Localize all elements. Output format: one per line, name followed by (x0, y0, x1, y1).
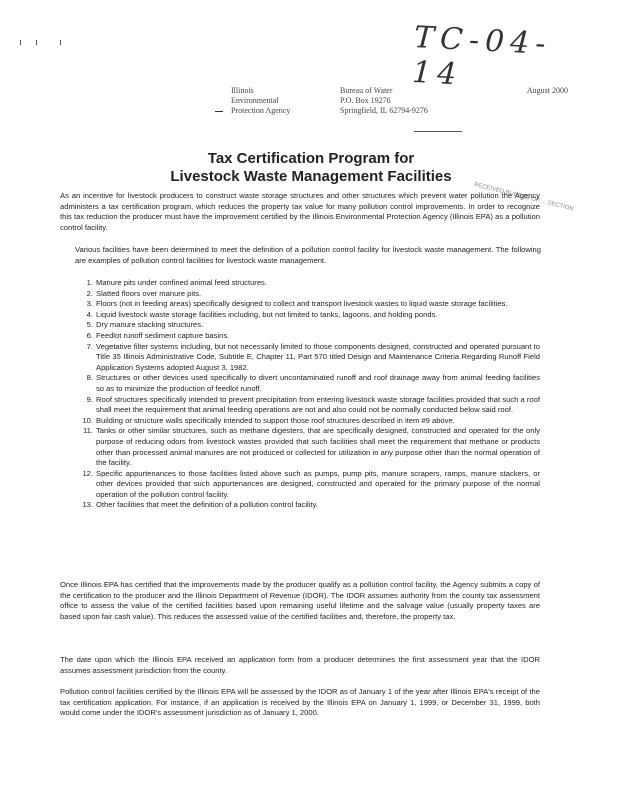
list-number: 3. (86, 299, 93, 309)
list-text: Specific appurtenances to those facilities listed above such as pumps, pump pits, manure scrapers, ramps, manure stackers, or other devices provided that such appurtenances are designed, constructed and operated for the primary purpose of the normal operation of the pollution control facility. (96, 468, 540, 499)
letterhead-rule (414, 131, 462, 132)
list-item (76, 320, 540, 331)
title-line: Livestock Waste Management Facilities (170, 168, 452, 185)
list-text: Structures or other devices used specifically to divert uncontaminated runoff and roof drainage away from animal feeding facilities so as to minimize the production of feedlot runoff. (96, 373, 540, 393)
list-text: Slatted floors over manure pits. (96, 288, 202, 298)
received-stamp: RECEIVED BUREAU OF ... SECTION (473, 181, 575, 213)
list-number: 13. (82, 500, 93, 510)
list-number: 7. (86, 341, 93, 351)
agency-line: Illinois (231, 86, 254, 95)
list-text: Dry manure stacking structures. (96, 320, 204, 330)
scan-mark (60, 40, 61, 45)
page-title (100, 150, 522, 186)
list-item (76, 426, 540, 468)
letterhead-dash (215, 111, 223, 112)
handwritten-note: TC-04-14 (411, 20, 553, 93)
list-item (76, 500, 540, 511)
list-item (76, 469, 540, 501)
list-number: 5. (86, 320, 93, 330)
agency-line: Environmental (231, 96, 279, 105)
letterhead-date: August 2000 (526, 86, 568, 95)
list-item (76, 331, 540, 342)
list-text: Manure pits under confined animal feed structures. (96, 278, 267, 287)
list-number: 9. (86, 394, 93, 404)
list-number: 6. (86, 330, 93, 340)
list-item (76, 373, 540, 394)
title-line: Tax Certification Program for (207, 150, 415, 167)
list-text: Other facilities that meet the definition of a pollution control facility. (96, 500, 318, 510)
list-number: 2. (86, 288, 93, 298)
list-text: Feedlot runoff sediment capture basins. (96, 330, 230, 340)
date-received-paragraph: The date upon which the Illinois EPA received an application form from a producer determines the first assessment year that the IDOR assumes assessment jurisdiction from the county. (60, 655, 540, 675)
intro-paragraph: As an incentive for livestock producers to construct waste storage structures and other structures which prevent water pollution the Agency administers a tax certification program, which reduces the property tax value for many pollution control improvements. In order to recognize this tax reduction the producer must have the improvement certified by the Illinois Environmental Protection Agency (Illinois EPA) as a pollution control facility. (60, 191, 540, 232)
list-item (76, 310, 540, 321)
list-item (76, 395, 540, 416)
bureau-line: Bureau of Water (340, 86, 393, 95)
facilities-list (76, 278, 540, 511)
certification-paragraph: Once Illinois EPA has certified that the improvements made by the producer qualify as a pollution control facility, the Agency submits a copy of the certification to the producer and the Illinois Department of Revenue (IDOR). The IDOR assumes authority from the county tax assessment office to assess the value of the certified facilities based upon remaining useful lifetime and the salvage value (usually property taxes are based upon fair cash value). This reduces the assessed value of the certified facilities and, therefore, the property tax. (60, 580, 540, 621)
scan-mark (36, 40, 37, 45)
list-text: Roof structures specifically intended to prevent precipitation from entering livestock waste storage facilities provided that such a roof shall meet the requirement that animal feeding operations are not and also could not be normally conducted below said roof. (96, 394, 540, 415)
list-number: 12. (82, 468, 93, 478)
bureau-line: Springfield, IL 62794-9276 (340, 106, 428, 115)
list-item (76, 278, 540, 289)
list-number: 8. (86, 373, 93, 383)
agency-line: Protection Agency (231, 106, 291, 115)
list-number: 11. (83, 426, 93, 436)
list-item (76, 342, 540, 374)
list-number: 4. (86, 309, 93, 319)
list-item (76, 299, 540, 310)
letterhead-bureau (340, 86, 450, 116)
bureau-line: P.O. Box 19276 (340, 96, 391, 105)
letterhead-agency (231, 86, 331, 116)
list-item (76, 416, 540, 427)
list-text: Building or structure walls specifically intended to support those roof structures described in item #9 above. (96, 415, 455, 425)
list-text: Tanks or other similar structures, such as methane digesters, that are specifically designed, constructed and operated for the only purpose of reducing odors from livestock wastes provided that such facilities shall meet the requirement that methane or products other than processed animal manures are not produced or collected for utilization in any purpose other than the normal operation of the facility. (96, 426, 540, 468)
assessment-paragraph: Pollution control facilities certified by the Illinois EPA will be assessed by the IDOR as of January 1 of the year after Illinois EPA's receipt of the tax certification application. For instance, if an application is received by the Illinois EPA on January 1, 1999, or December 31, 1999, both would come under the IDOR's assessment jurisdiction as of January 1, 2000. (60, 687, 540, 718)
list-text: Floors (not in feeding areas) specifically designed to collect and transport livestock wastes to liquid waste storage facilities. (96, 299, 508, 309)
facilities-intro-paragraph: Various facilities have been determined to meet the definition of a pollution control facility for livestock waste management. The following are examples of pollution control facilities for livestock waste management. (75, 245, 541, 265)
list-number: 10. (82, 415, 93, 425)
list-text: Vegetative filter systems including, but not necessarily limited to those components designed, constructed and operated pursuant to Title 35 Illinois Administrative Code, Subtitle E, Chapter 11, Part 570 titled Design and Maintenance Criteria Regarding Runoff Field Application Systems adopted August 3, 1982. (96, 341, 540, 372)
list-item (76, 289, 540, 300)
scan-mark (20, 40, 21, 45)
list-text: Liquid livestock waste storage facilities including, but not limited to tanks, lagoons, and holding ponds. (96, 309, 438, 319)
list-number: 1. (86, 278, 93, 287)
